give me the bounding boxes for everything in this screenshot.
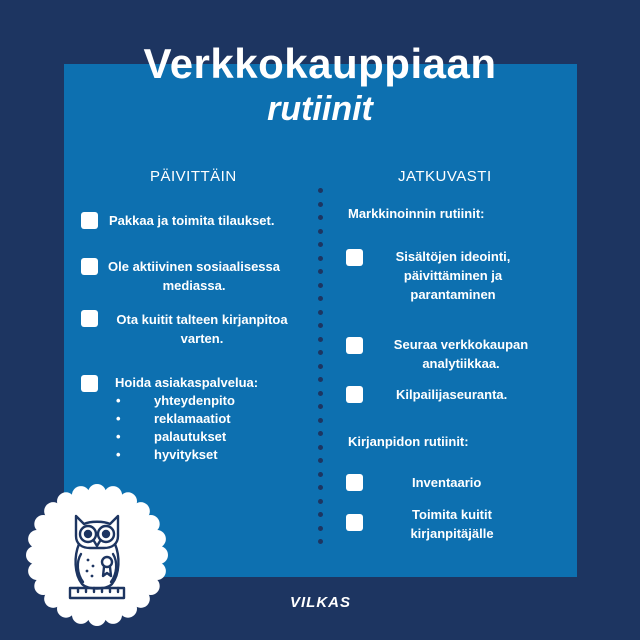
divider-dot xyxy=(318,229,323,234)
section-accounting: Kirjanpidon rutiinit: xyxy=(348,434,469,449)
checkbox-icon[interactable] xyxy=(81,375,98,392)
divider-dot xyxy=(318,188,323,193)
task-analytics-line1: Seuraa verkkokaupan xyxy=(393,337,529,352)
divider-dot xyxy=(318,539,323,544)
task-receipts-line1: Ota kuitit talteen kirjanpitoa xyxy=(116,312,288,327)
checkbox-icon[interactable] xyxy=(81,258,98,275)
divider-dot xyxy=(318,485,323,490)
task-analytics-line2: analytiikkaa. xyxy=(422,356,500,371)
divider-dot xyxy=(318,404,323,409)
list-item-label: reklamaatiot xyxy=(154,411,231,426)
task-social-media xyxy=(102,257,286,295)
task-receipts xyxy=(106,310,298,348)
checkbox-icon[interactable] xyxy=(346,337,363,354)
bullet: • xyxy=(116,429,121,444)
task-social-media-line1: Ole aktiivinen sosiaalisessa xyxy=(108,259,280,274)
task-content-line2: päivittäminen ja xyxy=(403,268,503,283)
task-content-line3: parantaminen xyxy=(410,287,496,302)
vilkas-logo: VILKAS xyxy=(290,594,352,611)
divider-dot xyxy=(318,512,323,517)
task-inventory: Inventaario xyxy=(412,475,482,490)
list-item xyxy=(116,392,276,410)
divider-dot xyxy=(318,458,323,463)
checkbox-icon[interactable] xyxy=(81,310,98,327)
divider-dot xyxy=(318,364,323,369)
divider-dot xyxy=(318,472,323,477)
task-deliver-line1: Toimita kuitit xyxy=(412,507,492,522)
checkbox-icon[interactable] xyxy=(81,212,98,229)
checkbox-icon[interactable] xyxy=(346,386,363,403)
left-column-heading: PÄIVITTÄIN xyxy=(150,168,237,185)
task-pack-orders: Pakkaa ja toimita tilaukset. xyxy=(109,213,275,228)
bullet: • xyxy=(116,411,121,426)
bullet: • xyxy=(116,393,121,408)
divider-dot xyxy=(318,242,323,247)
divider-dot xyxy=(318,202,323,207)
column-divider xyxy=(318,188,326,548)
divider-dot xyxy=(318,499,323,504)
divider-dot xyxy=(318,323,323,328)
task-content-line1: Sisältöjen ideointi, xyxy=(395,249,511,264)
list-item-label: hyvitykset xyxy=(154,447,218,462)
divider-dot xyxy=(318,377,323,382)
divider-dot xyxy=(318,269,323,274)
customer-service-list xyxy=(116,392,276,464)
bullet: • xyxy=(116,447,121,462)
page-title: Verkkokauppiaan xyxy=(143,40,497,87)
checkbox-icon[interactable] xyxy=(346,249,363,266)
page-subtitle: rutiinit xyxy=(267,90,373,128)
checkbox-icon[interactable] xyxy=(346,514,363,531)
task-analytics xyxy=(382,335,540,373)
list-item xyxy=(116,410,276,428)
right-column-heading: JATKUVASTI xyxy=(398,168,492,185)
task-content-ideation xyxy=(378,247,528,304)
task-receipts-line2: varten. xyxy=(180,331,224,346)
task-competitors: Kilpailijaseuranta. xyxy=(396,387,508,402)
divider-dot xyxy=(318,337,323,342)
divider-dot xyxy=(318,391,323,396)
divider-dot xyxy=(318,310,323,315)
divider-dot xyxy=(318,350,323,355)
divider-dot xyxy=(318,431,323,436)
list-item-label: yhteydenpito xyxy=(154,393,235,408)
owl-icon xyxy=(26,484,168,626)
task-customer-service: Hoida asiakaspalvelua: xyxy=(115,375,259,390)
divider-dot xyxy=(318,215,323,220)
list-item xyxy=(116,428,276,446)
task-deliver-receipts xyxy=(392,505,512,543)
divider-dot xyxy=(318,256,323,261)
list-item-label: palautukset xyxy=(154,429,227,444)
divider-dot xyxy=(318,445,323,450)
task-social-media-line2: mediassa. xyxy=(162,278,226,293)
checkbox-icon[interactable] xyxy=(346,474,363,491)
divider-dot xyxy=(318,296,323,301)
divider-dot xyxy=(318,418,323,423)
list-item xyxy=(116,446,276,464)
divider-dot xyxy=(318,526,323,531)
section-marketing: Markkinoinnin rutiinit: xyxy=(348,206,485,221)
task-deliver-line2: kirjanpitäjälle xyxy=(410,526,494,541)
divider-dot xyxy=(318,283,323,288)
